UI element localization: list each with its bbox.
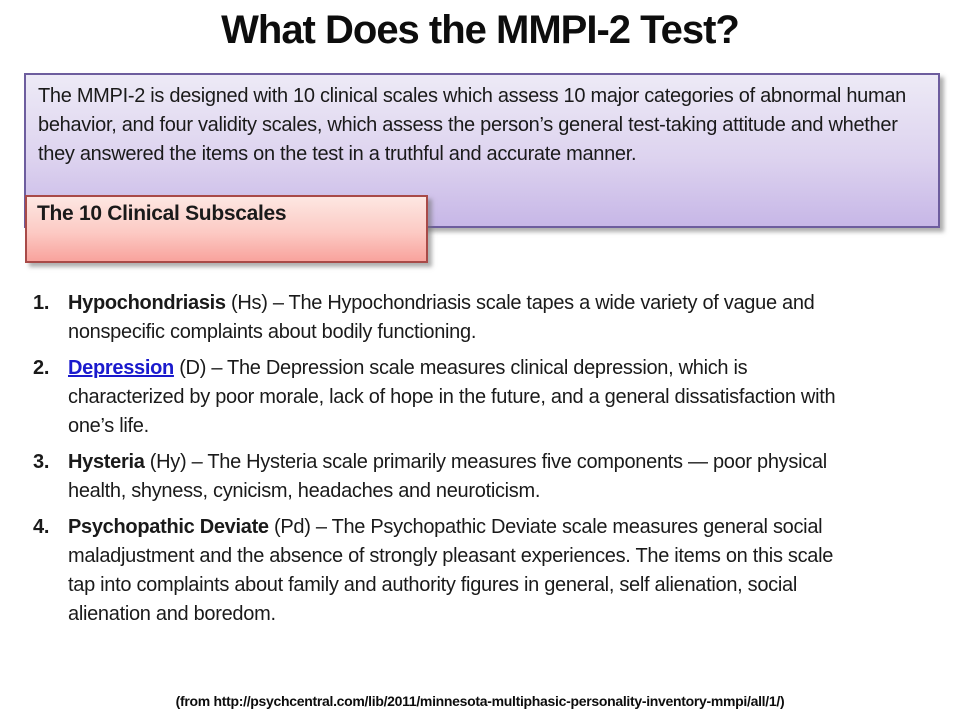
list-item-text	[68, 448, 863, 506]
list-item-number: 4.	[33, 516, 50, 538]
subscales-heading-box	[25, 195, 428, 263]
depression-link[interactable]: Depression	[68, 357, 174, 379]
source-citation: (from http://psychcentral.com/lib/2011/minnesota-multiphasic-personality-inventory-mmpi/all/1/)	[175, 693, 785, 709]
page-title: What Does the MMPI-2 Test?	[221, 8, 739, 52]
scale-term: Psychopathic Deviate	[68, 516, 269, 538]
scale-description: (Hs) – The Hypochondriasis scale tapes a wide variety of vague and nonspecific complaints about bodily functioning.	[68, 292, 815, 343]
list-item	[33, 289, 863, 347]
list-item-text	[68, 289, 863, 347]
scale-term: Hypochondriasis	[68, 292, 226, 314]
scale-description: (D) – The Depression scale measures clinical depression, which is characterized by poor morale, lack of hope in the future, and a general dissatisfaction with one’s life.	[68, 357, 836, 437]
scale-term: Hysteria	[68, 451, 145, 473]
list-item-number: 1.	[33, 292, 50, 314]
list-item-number: 3.	[33, 451, 50, 473]
list-item	[33, 513, 863, 629]
list-item-text	[68, 513, 863, 629]
clinical-scales-list	[33, 289, 863, 636]
list-item-text	[68, 354, 863, 441]
list-item-number: 2.	[33, 357, 50, 379]
scale-description: (Pd) – The Psychopathic Deviate scale measures general social maladjustment and the absence of strongly pleasant experiences. The items on this scale tap into complaints about family and authority figures in general, self alienation, social alienation and boredom.	[68, 516, 834, 625]
subscales-heading: The 10 Clinical Subscales	[37, 202, 287, 225]
list-item	[33, 448, 863, 506]
list-item	[33, 354, 863, 441]
intro-text: The MMPI-2 is designed with 10 clinical scales which assess 10 major categories of abnormal human behavior, and four validity scales, which assess the person’s general test-taking attitude and whether they answered the items on the test in a truthful and accurate manner.	[38, 85, 906, 165]
scale-description: (Hy) – The Hysteria scale primarily measures five components — poor physical health, shyness, cynicism, headaches and neuroticism.	[68, 451, 827, 502]
